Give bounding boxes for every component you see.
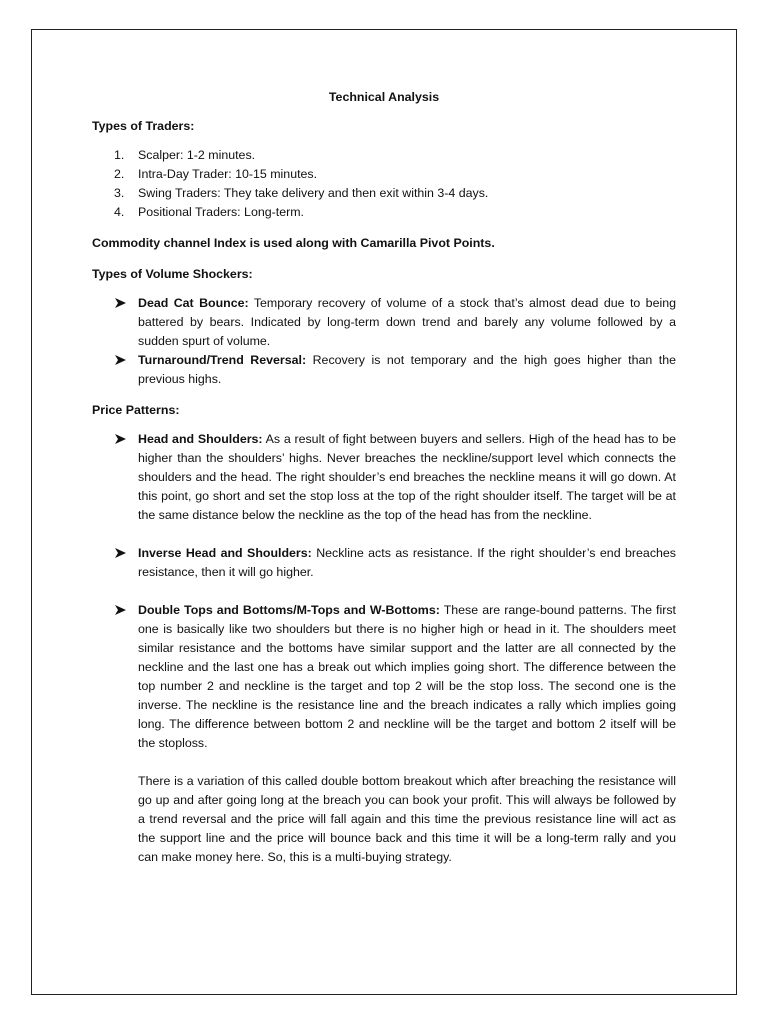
term-label: Double Tops and Bottoms/M-Tops and W-Bottoms:: [138, 603, 440, 617]
term-description: Temporary recovery of volume of a stock that’s almost dead due to being battered by bears. Indicated by long-term down trend and barely any volume followed by a sudden spurt of volume.: [138, 296, 676, 348]
term-description: As a result of fight between buyers and sellers. High of the head has to be higher than the shoulders’ highs. Never breaches the neckline/support level which connects the shoulders and the head. The right shoulder’s end breaches the neckline means it will go down. At this point, go short and set the stop loss at the top of the right shoulder itself. The target will be at the same distance below the neckline as the top of the head has from the neckline.: [138, 432, 676, 522]
term-label: Inverse Head and Shoulders:: [138, 546, 312, 560]
list-item: [92, 601, 676, 753]
patterns-list: [92, 430, 676, 753]
traders-heading: Types of Traders:: [92, 119, 195, 133]
term-description: Recovery is not temporary and the high goes higher than the previous highs.: [138, 353, 676, 386]
list-item-text: Scalper: 1-2 minutes.: [138, 148, 256, 162]
list-item-text: Positional Traders: Long-term.: [138, 205, 304, 219]
list-number: 2.: [114, 167, 125, 181]
volume-list: [92, 294, 676, 389]
patterns-heading: Price Patterns:: [92, 403, 180, 417]
arrow-bullet-icon: [114, 433, 127, 445]
arrow-bullet-icon: [114, 354, 127, 366]
list-item-text: Swing Traders: They take delivery and then exit within 3-4 days.: [138, 186, 489, 200]
term-description: These are range-bound patterns. The first one is basically like two shoulders but there is no higher high or head in it. The shoulders meet similar resistance and the bottoms have similar support and the latter are all connected by the neckline and the last one has a break out which implies going short. The difference between the top number 2 and neckline is the target and top 2 will be the stop loss. The second one is the inverse. The neckline is the resistance line and the breach indicates a rally which implies going long. The difference between bottom 2 and neckline will be the target and bottom 2 itself will be the stoploss.: [138, 603, 676, 750]
document-title: Technical Analysis: [328, 90, 440, 104]
list-item: [92, 165, 676, 184]
list-number: 4.: [114, 205, 125, 219]
arrow-bullet-icon: [114, 297, 127, 309]
term-label: Dead Cat Bounce:: [138, 296, 249, 310]
list-item: [92, 294, 676, 351]
variation-paragraph: There is a variation of this called double bottom breakout which after breaching the resistance will go up and after going long at the breach you can book your profit. This will always be followed by a trend reversal and the price will fall again and this time the previous resistance line will act as the support line and the price will bounce back and this time it will be a long-term rally and you can make money here. So, this is a multi-buying strategy.: [138, 774, 676, 864]
list-number: 3.: [114, 186, 125, 200]
traders-list: [92, 146, 676, 222]
list-item: [92, 146, 676, 165]
arrow-bullet-icon: [114, 547, 127, 559]
term-description: Neckline acts as resistance. If the right shoulder’s end breaches resistance, then it will go higher.: [138, 546, 676, 579]
list-item: [92, 351, 676, 389]
list-number: 1.: [114, 148, 125, 162]
list-item: [92, 544, 676, 582]
list-item: [92, 430, 676, 525]
list-item-text: Intra-Day Trader: 10-15 minutes.: [138, 167, 318, 181]
list-item: [92, 203, 676, 222]
volume-heading: Types of Volume Shockers:: [92, 267, 253, 281]
arrow-bullet-icon: [114, 604, 127, 616]
list-item: [92, 184, 676, 203]
document-page: [31, 29, 737, 995]
document-body: [92, 88, 676, 867]
term-label: Head and Shoulders:: [138, 432, 263, 446]
term-label: Turnaround/Trend Reversal:: [138, 353, 307, 367]
cci-statement: Commodity channel Index is used along with Camarilla Pivot Points.: [92, 236, 495, 250]
